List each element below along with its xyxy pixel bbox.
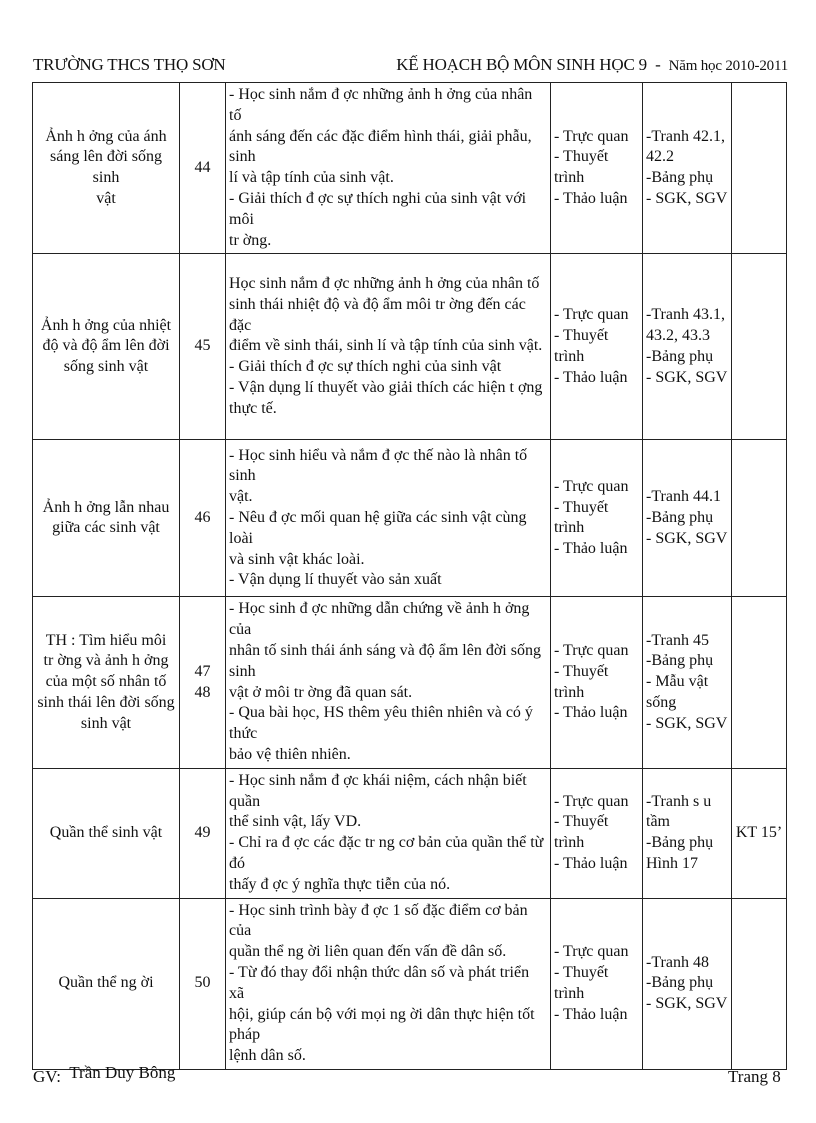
cell-line: nhân tố sinh thái ánh sáng và độ ẩm lên đời sống sinh (229, 641, 541, 680)
cell-line: -Bảng phụ (646, 169, 714, 187)
cell-line: - Trực quan (554, 641, 629, 659)
teacher-label: GV: (33, 1067, 62, 1086)
lesson-note (732, 254, 787, 440)
cell-line: sinh thái lên đời sống (37, 693, 175, 711)
cell-line: Học sinh nắm đ ợc những ảnh h ởng của nhân tố (229, 275, 540, 293)
lesson-equipment (643, 254, 732, 440)
cell-line: - Thuyết trình (554, 327, 609, 365)
cell-line: - Thuyết trình (554, 498, 609, 537)
cell-line: lí và tập tính của sinh vật. (229, 169, 394, 187)
cell-line: TH : Tìm hiểu môi (45, 631, 167, 649)
lesson-topic (33, 83, 180, 254)
lesson-period (180, 898, 226, 1069)
cell-line: tr ờng. (229, 231, 272, 249)
lesson-topic (33, 898, 180, 1069)
lesson-equipment (643, 83, 732, 254)
cell-line: 44 (194, 158, 211, 176)
cell-line: Ảnh h ởng của nhiệt (40, 316, 172, 334)
cell-line: - Học sinh nắm đ ợc những ảnh h ởng của nhân tố (229, 86, 533, 124)
cell-line: - Trực quan (554, 792, 629, 810)
cell-line: độ và độ ẩm lên đời (42, 337, 170, 355)
cell-line: 46 (194, 508, 211, 526)
lesson-note (732, 83, 787, 254)
cell-line: -Tranh 48 (646, 953, 709, 971)
cell-line: - SGK, SGV (646, 714, 728, 732)
cell-line: Hình 17 (646, 854, 698, 872)
cell-line: Ảnh h ởng lẫn nhau (42, 498, 170, 516)
lesson-objectives (226, 898, 551, 1069)
cell-line: - SGK, SGV (646, 529, 728, 547)
cell-line: 45 (194, 337, 211, 355)
cell-line: - Chỉ ra đ ợc các đặc tr ng cơ bản của quần thể từ đó (229, 834, 544, 872)
lesson-objectives (226, 597, 551, 768)
plan-header (396, 55, 788, 75)
cell-line: tầm (646, 813, 670, 831)
cell-line: - Thảo luận (554, 189, 628, 207)
cell-line: và sinh vật khác loài. (229, 550, 365, 568)
cell-line: Ảnh h ởng của ánh (45, 127, 167, 145)
cell-line: - Thảo luận (554, 540, 628, 558)
cell-line: 42.2 (646, 148, 674, 166)
cell-line: 48 (194, 683, 211, 701)
lesson-note (732, 440, 787, 597)
lesson-period (180, 440, 226, 597)
cell-line: - Mẫu vật (646, 673, 709, 691)
teacher-name: Trần Duy Bông (69, 1063, 176, 1082)
lesson-methods (551, 898, 643, 1069)
table-row (33, 83, 787, 254)
lesson-objectives (226, 440, 551, 597)
cell-line: sinh thái nhiệt độ và độ ẩm môi tr ờng đến các đặc (229, 295, 526, 334)
lesson-topic (33, 768, 180, 898)
school-year: Năm học 2010-2011 (668, 58, 788, 74)
cell-line: -Bảng phụ (646, 834, 714, 852)
cell-line: - Học sinh hiểu và nắm đ ợc thế nào là nhân tố sinh (229, 446, 528, 485)
cell-line: sống sinh vật (63, 358, 149, 376)
cell-line: bảo vệ thiên nhiên. (229, 745, 351, 763)
table-row (33, 254, 787, 440)
cell-line: - Học sinh nắm đ ợc khái niệm, cách nhận biết quần (229, 771, 527, 810)
cell-line: sống (646, 693, 677, 711)
cell-line: Quần thể sinh vật (49, 823, 163, 841)
lesson-methods (551, 254, 643, 440)
cell-line: -Tranh 45 (646, 631, 709, 649)
lesson-note (732, 898, 787, 1069)
cell-line: -Bảng phụ (646, 347, 714, 365)
lesson-equipment (643, 768, 732, 898)
lesson-period (180, 254, 226, 440)
cell-line: vật ở môi tr ờng đã quan sát. (229, 683, 413, 701)
table-row (33, 898, 787, 1069)
table-row (33, 768, 787, 898)
cell-line: sinh vật (80, 714, 132, 732)
cell-line: - Qua bài học, HS thêm yêu thiên nhiên và có ý thức (229, 704, 533, 743)
lesson-methods (551, 768, 643, 898)
plan-title: KẾ HOẠCH BỘ MÔN SINH HỌC 9 (396, 55, 647, 74)
cell-line: vật. (229, 488, 253, 506)
lesson-objectives (226, 768, 551, 898)
header-separator: - (655, 55, 661, 74)
lesson-period (180, 768, 226, 898)
lesson-equipment (643, 898, 732, 1069)
cell-line: vật (96, 189, 116, 207)
lesson-note (732, 597, 787, 768)
cell-line: - Vận dụng lí thuyết vào sản xuất (229, 571, 442, 589)
cell-line: 47 (194, 662, 211, 680)
cell-line: -Bảng phụ (646, 974, 714, 992)
lesson-methods (551, 597, 643, 768)
lesson-period (180, 83, 226, 254)
cell-line: - Vận dụng lí thuyết vào giải thích các hiện t ợng (229, 379, 543, 397)
cell-line: - Thảo luận (554, 704, 628, 722)
cell-line: của một số nhân tố (45, 673, 167, 691)
cell-line: tr ờng và ảnh h ởng (43, 652, 169, 670)
cell-line: - SGK, SGV (646, 995, 728, 1013)
cell-line: Quần thể ng ời (58, 974, 154, 992)
lesson-objectives (226, 83, 551, 254)
cell-line: - Thảo luận (554, 854, 628, 872)
cell-line: giữa các sinh vật (52, 519, 160, 537)
lesson-note: KT 15’ (732, 768, 787, 898)
cell-line: điểm về sinh thái, sinh lí và tập tính của sinh vật. (229, 337, 543, 355)
cell-line: - Học sinh đ ợc những dẫn chứng về ảnh h ởng của (229, 600, 530, 639)
cell-line: thực tế. (229, 399, 277, 417)
cell-line: - Học sinh trình bày đ ợc 1 số đặc điểm cơ bản của (229, 901, 528, 940)
cell-line: quần thể ng ời liên quan đến vấn đề dân số. (229, 943, 507, 961)
lesson-equipment (643, 440, 732, 597)
lesson-objectives (226, 254, 551, 440)
lesson-topic (33, 440, 180, 597)
lesson-topic (33, 597, 180, 768)
cell-line: - Từ đó thay đổi nhận thức dân số và phát triển xã (229, 963, 530, 1002)
cell-line: 50 (194, 974, 211, 992)
cell-line: lệnh dân số. (229, 1047, 306, 1065)
teacher-signature (33, 1063, 176, 1087)
cell-line: ánh sáng đến các đặc điểm hình thái, giải phẫu, sinh (229, 127, 532, 166)
lesson-topic (33, 254, 180, 440)
cell-line: - Thuyết trình (554, 662, 609, 701)
lesson-equipment (643, 597, 732, 768)
cell-line: - Trực quan (554, 306, 629, 324)
lesson-methods (551, 440, 643, 597)
cell-line: - Thảo luận (554, 368, 628, 386)
cell-line: sáng lên đời sống sinh (49, 148, 162, 187)
cell-line: - Thuyết trình (554, 963, 609, 1002)
cell-line: -Tranh 42.1, (646, 127, 725, 145)
cell-line: - Trực quan (554, 477, 629, 495)
cell-line: - Trực quan (554, 943, 629, 961)
cell-line: - Nêu đ ợc mối quan hệ giữa các sinh vật cùng loài (229, 508, 527, 547)
cell-line: -Tranh 43.1, (646, 306, 725, 324)
table-row (33, 597, 787, 768)
school-name: TRƯỜNG THCS THỌ SƠN (33, 55, 226, 74)
cell-line: - Giải thích đ ợc sự thích nghi của sinh vật với môi (229, 189, 527, 228)
cell-line: 49 (194, 823, 211, 841)
cell-line: 43.2, 43.3 (646, 327, 710, 345)
page-number: Trang 8 (728, 1067, 781, 1086)
cell-line: - Thuyết trình (554, 148, 609, 187)
cell-line: -Bảng phụ (646, 652, 714, 670)
cell-line: thấy đ ợc ý nghĩa thực tiễn của nó. (229, 875, 451, 893)
cell-line: - Trực quan (554, 127, 629, 145)
cell-line: -Tranh s u (646, 792, 712, 810)
cell-line: - SGK, SGV (646, 368, 728, 386)
cell-line: - SGK, SGV (646, 189, 728, 207)
cell-line: - Giải thích đ ợc sự thích nghi của sinh vật (229, 358, 502, 376)
cell-line: -Tranh 44.1 (646, 488, 721, 506)
table-row (33, 440, 787, 597)
lesson-methods (551, 83, 643, 254)
lesson-plan-body (33, 83, 787, 1070)
cell-line: - Thảo luận (554, 1005, 628, 1023)
cell-line: - Thuyết trình (554, 813, 609, 852)
cell-line: -Bảng phụ (646, 508, 714, 526)
lesson-period (180, 597, 226, 768)
cell-line: hội, giúp cán bộ với mọi ng ời dân thực hiện tốt pháp (229, 1005, 535, 1044)
lesson-plan-table (32, 82, 787, 1070)
cell-line: thể sinh vật, lấy VD. (229, 813, 362, 831)
